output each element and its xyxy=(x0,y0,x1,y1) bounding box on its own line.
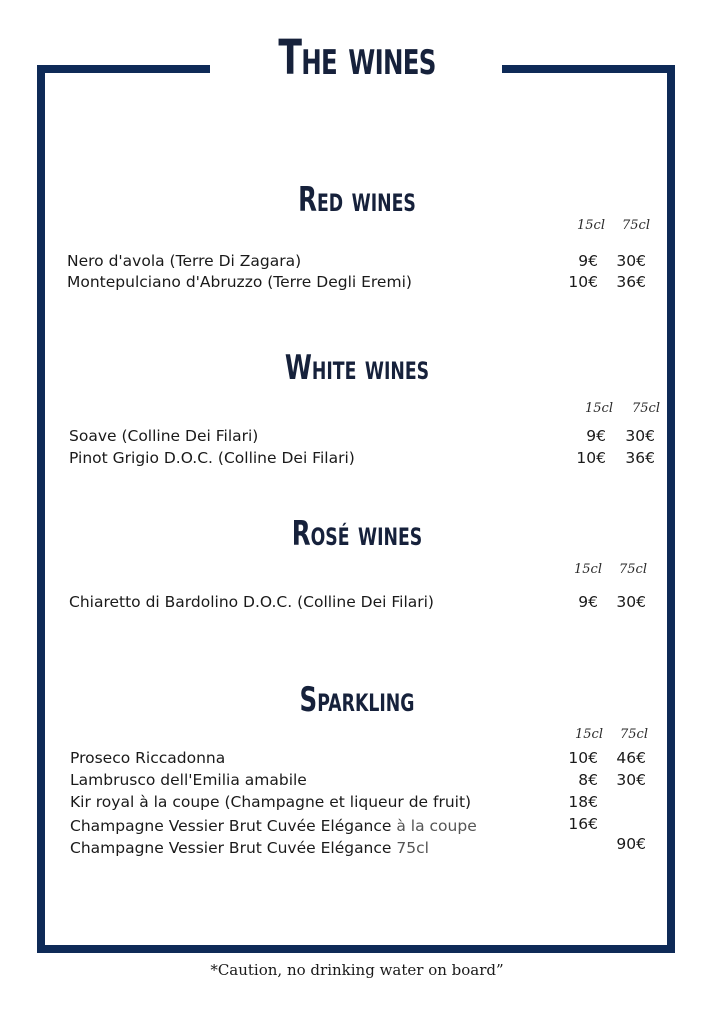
col-head-75cl: 75cl xyxy=(622,218,650,233)
price-15cl: 16€ xyxy=(568,815,598,833)
section-title-red: Red wines xyxy=(298,180,416,220)
price-15cl: 18€ xyxy=(568,793,598,811)
section-title-sparkling: Sparkling xyxy=(299,680,415,720)
price-15cl: 8€ xyxy=(578,771,598,789)
wine-item: Champagne Vessier Brut Cuvée Elégance 75cl xyxy=(70,839,429,857)
price-75cl: 36€ xyxy=(616,273,646,291)
price-75cl: 46€ xyxy=(616,749,646,767)
price-75cl: 36€ xyxy=(625,449,655,467)
wine-item: Champagne Vessier Brut Cuvée Elégance à la coupe xyxy=(70,817,477,835)
col-head-75cl: 75cl xyxy=(619,562,647,577)
wine-item: Pinot Grigio D.O.C. (Colline Dei Filari) xyxy=(69,449,355,467)
col-head-75cl: 75cl xyxy=(632,401,660,416)
price-75cl: 30€ xyxy=(616,593,646,611)
wine-item: Soave (Colline Dei Filari) xyxy=(69,427,259,445)
wine-item: Nero d'avola (Terre Di Zagara) xyxy=(67,252,302,270)
section-title-white: White wines xyxy=(284,348,430,388)
wine-item: Kir royal à la coupe (Champagne et liqueur de fruit) xyxy=(70,793,472,811)
col-head-75cl: 75cl xyxy=(620,727,648,742)
wine-item: Chiaretto di Bardolino D.O.C. (Colline Dei Filari) xyxy=(69,593,434,611)
col-head-15cl: 15cl xyxy=(577,218,605,233)
footer-note: *Caution, no drinking water on board” xyxy=(210,961,504,979)
page-title: The wines xyxy=(278,30,436,86)
price-15cl: 10€ xyxy=(576,449,606,467)
wine-item: Lambrusco dell'Emilia amabile xyxy=(70,771,307,789)
price-15cl: 9€ xyxy=(578,252,598,270)
section-title-rose: Rosé wines xyxy=(291,514,423,554)
wine-item: Proseco Riccadonna xyxy=(70,749,226,767)
price-15cl: 10€ xyxy=(568,749,598,767)
wine-item: Montepulciano d'Abruzzo (Terre Degli Eremi) xyxy=(67,273,412,291)
price-75cl: 90€ xyxy=(616,835,646,853)
price-15cl: 9€ xyxy=(586,427,606,445)
price-75cl: 30€ xyxy=(616,252,646,270)
col-head-15cl: 15cl xyxy=(574,562,602,577)
col-head-15cl: 15cl xyxy=(585,401,613,416)
price-75cl: 30€ xyxy=(625,427,655,445)
col-head-15cl: 15cl xyxy=(575,727,603,742)
price-75cl: 30€ xyxy=(616,771,646,789)
price-15cl: 10€ xyxy=(568,273,598,291)
price-15cl: 9€ xyxy=(578,593,598,611)
